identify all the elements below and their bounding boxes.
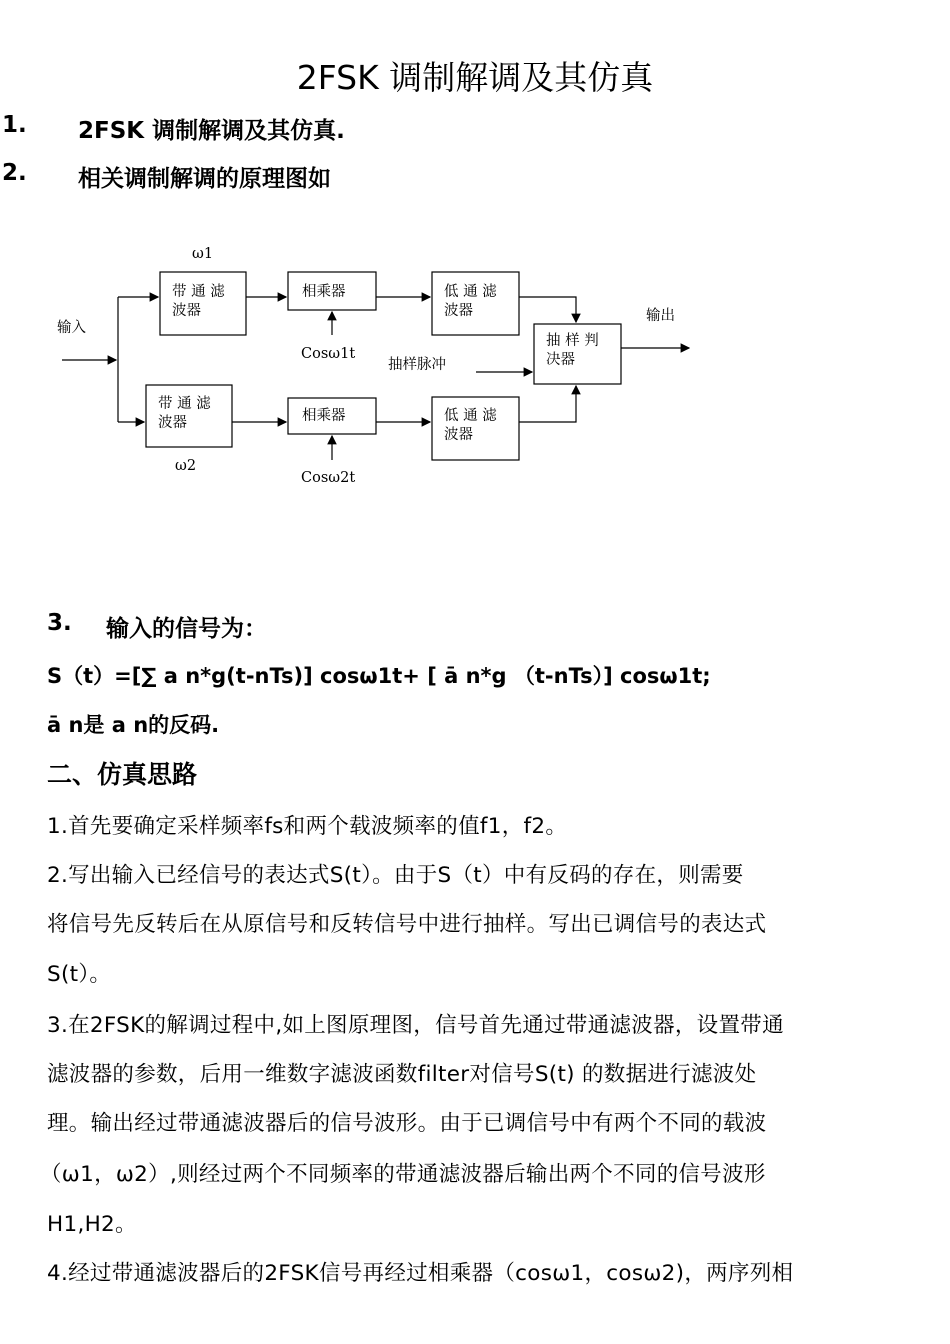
paragraph-line: 1.首先要确定采样频率fs和两个载波频率的值f1，f2。 bbox=[47, 814, 568, 839]
section3-heading: 输入的信号为： bbox=[106, 616, 267, 642]
lpf-top-line1: 低 通 滤 bbox=[444, 284, 497, 300]
section3-number: 3. bbox=[47, 610, 72, 636]
paragraph-line: 3.在2FSK的解调过程中,如上图原理图，信号首先通过带通滤波器，设置带通 bbox=[47, 1013, 784, 1038]
paragraph-line: S(t）。 bbox=[47, 962, 112, 987]
carrier-bot-label: Cosω2t bbox=[301, 470, 356, 486]
sampling-pulse-label: 抽样脉冲 bbox=[388, 357, 446, 373]
paragraph-line: 将信号先反转后在从原信号和反转信号中进行抽样。写出已调信号的表达式 bbox=[47, 912, 767, 937]
paragraph-line: 滤波器的参数，后用一维数字滤波函数filter对信号S(t) 的数据进行滤波处 bbox=[47, 1062, 757, 1087]
paragraph-line: （ω1，ω2）,则经过两个不同频率的带通滤波器后输出两个不同的信号波形 bbox=[40, 1162, 766, 1187]
sampler-line2: 决器 bbox=[546, 352, 575, 368]
lpf-bot-line2: 波器 bbox=[444, 427, 473, 443]
bpf-bot-line2: 波器 bbox=[158, 415, 187, 431]
bpf-bot-line1: 带 通 滤 bbox=[158, 396, 211, 412]
mult-bot-label: 相乘器 bbox=[302, 408, 346, 424]
paragraph-line: 理。输出经过带通滤波器后的信号波形。由于已调信号中有两个不同的载波 bbox=[47, 1111, 767, 1136]
omega2-label: ω2 bbox=[175, 458, 197, 474]
inverse-code-note: ā n是 a n的反码. bbox=[47, 713, 220, 737]
item-1-text: 2FSK 调制解调及其仿真. bbox=[78, 118, 345, 144]
lpf-bot-line1: 低 通 滤 bbox=[444, 408, 497, 424]
lpf-top-to-sampler-arrow bbox=[519, 297, 576, 322]
simulation-heading: 二、仿真思路 bbox=[47, 760, 198, 789]
block-diagram bbox=[0, 230, 760, 500]
item-1-number: 1. bbox=[2, 112, 27, 138]
paragraph-line: H1,H2。 bbox=[47, 1212, 137, 1237]
omega1-label: ω1 bbox=[192, 246, 214, 262]
bpf-top-line1: 带 通 滤 bbox=[172, 284, 225, 300]
lpf-top-line2: 波器 bbox=[444, 303, 473, 319]
item-2-text: 相关调制解调的原理图如 bbox=[78, 166, 331, 192]
carrier-top-label: Cosω1t bbox=[301, 346, 356, 362]
paragraph-line: 4.经过带通滤波器后的2FSK信号再经过相乘器（cosω1，cosω2)，两序列相 bbox=[47, 1261, 794, 1286]
page-title: 2FSK 调制解调及其仿真 bbox=[296, 58, 654, 97]
output-label: 输出 bbox=[646, 308, 675, 324]
lpf-bot-to-sampler-arrow bbox=[519, 386, 576, 422]
paragraph-line: 2.写出输入已经信号的表达式S(t）。由于S（t）中有反码的存在，则需要 bbox=[47, 863, 744, 888]
bpf-top-line2: 波器 bbox=[172, 303, 201, 319]
signal-formula: S（t）=[∑ a n*g(t-nTs)] cosω1t+ [ ā n*g （t-nTs）] cosω1t; bbox=[47, 664, 711, 688]
sampler-line1: 抽 样 判 bbox=[546, 333, 599, 349]
input-label: 输入 bbox=[57, 320, 86, 336]
mult-top-label: 相乘器 bbox=[302, 284, 346, 300]
item-2-number: 2. bbox=[2, 160, 27, 186]
